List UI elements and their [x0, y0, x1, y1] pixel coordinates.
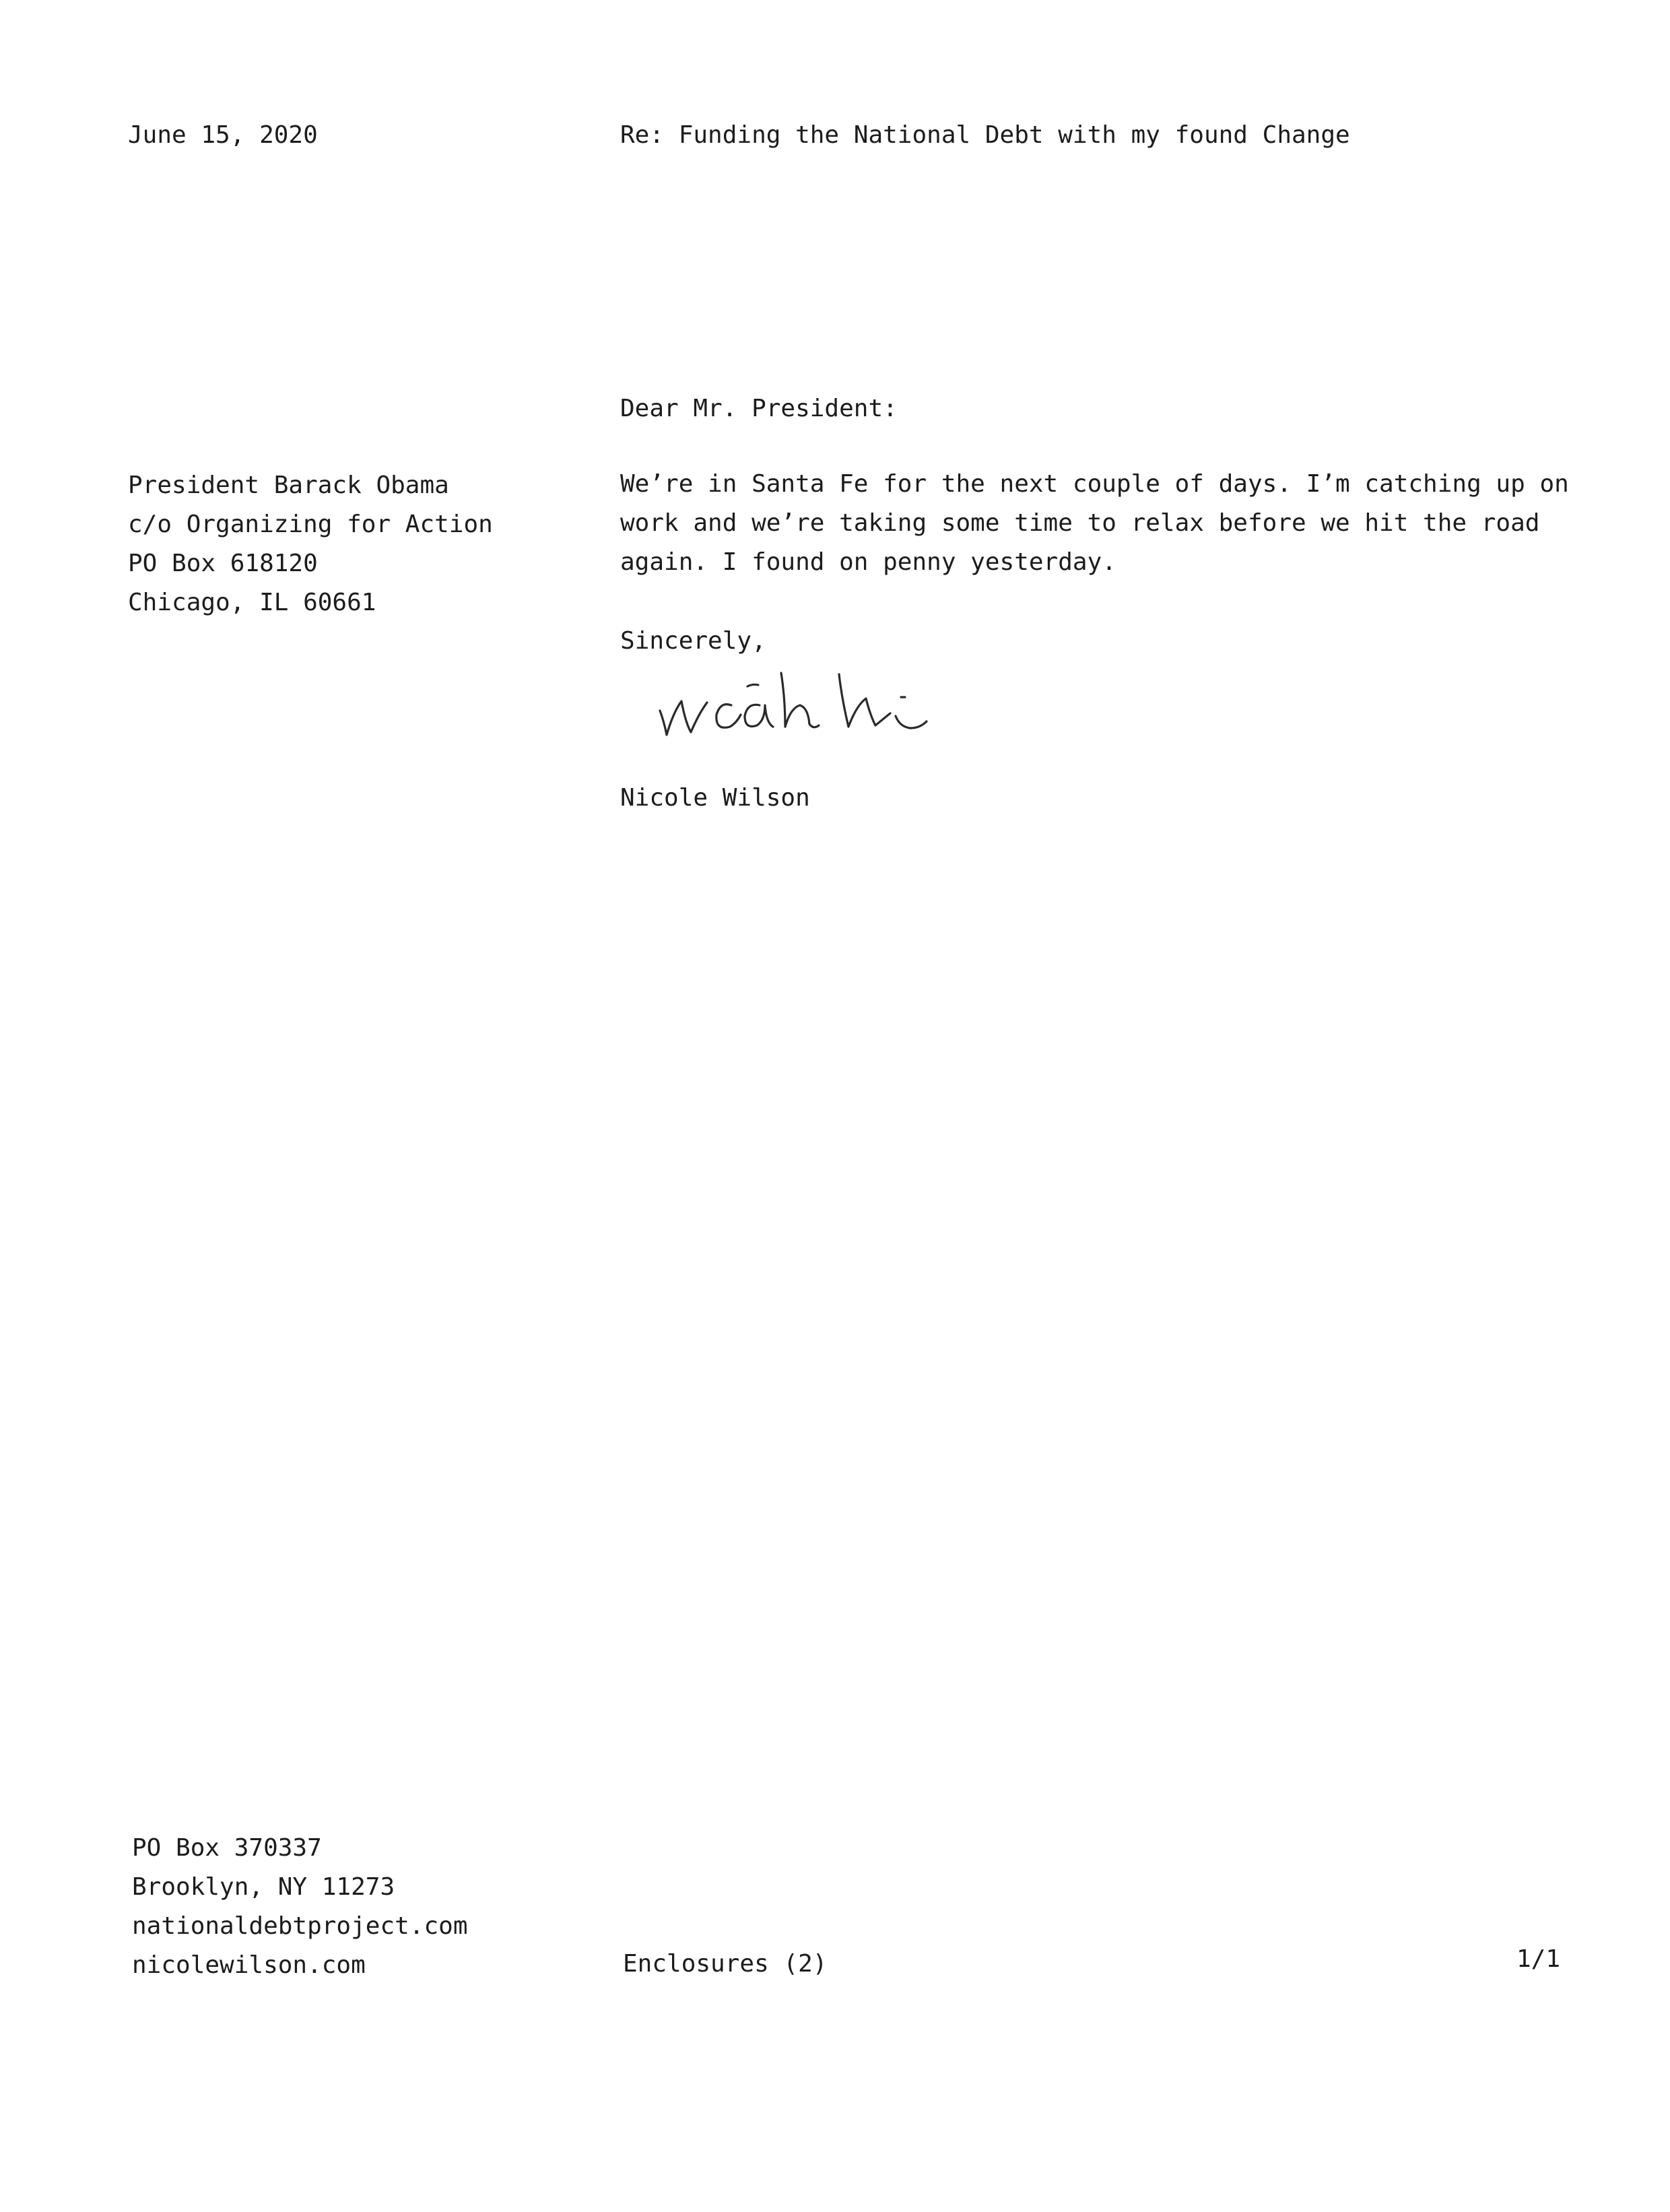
sender-address — [132, 1829, 468, 1985]
recipient-address-line: President Barack Obama — [128, 471, 449, 499]
sender-website: nationaldebtproject.com — [132, 1912, 468, 1940]
sender-address-line: PO Box 370337 — [132, 1834, 322, 1862]
page-number: 1/1 — [1516, 1945, 1561, 1973]
body-line: We’re in Santa Fe for the next couple of days. I’m catching up on — [620, 470, 1569, 498]
sender-address-line: Brooklyn, NY 11273 — [132, 1873, 395, 1901]
sender-website: nicolewilson.com — [132, 1951, 366, 1979]
enclosures-note: Enclosures (2) — [623, 1950, 828, 1978]
subject-line: Re: Funding the National Debt with my found Change — [620, 121, 1350, 149]
body-line: again. I found on penny yesterday. — [620, 548, 1116, 576]
recipient-address-line: c/o Organizing for Action — [128, 511, 493, 538]
recipient-address — [128, 466, 493, 622]
salutation: Dear Mr. President: — [620, 395, 898, 422]
closing: Sincerely, — [620, 627, 766, 655]
recipient-address-line: PO Box 618120 — [128, 550, 318, 577]
letter-body — [620, 465, 1569, 582]
body-line: work and we’re taking some time to relax before we hit the road — [620, 509, 1540, 537]
recipient-address-line: Chicago, IL 60661 — [128, 589, 376, 616]
signer-name: Nicole Wilson — [620, 784, 810, 812]
handwritten-signature — [646, 657, 970, 758]
letter-date: June 15, 2020 — [128, 121, 318, 149]
